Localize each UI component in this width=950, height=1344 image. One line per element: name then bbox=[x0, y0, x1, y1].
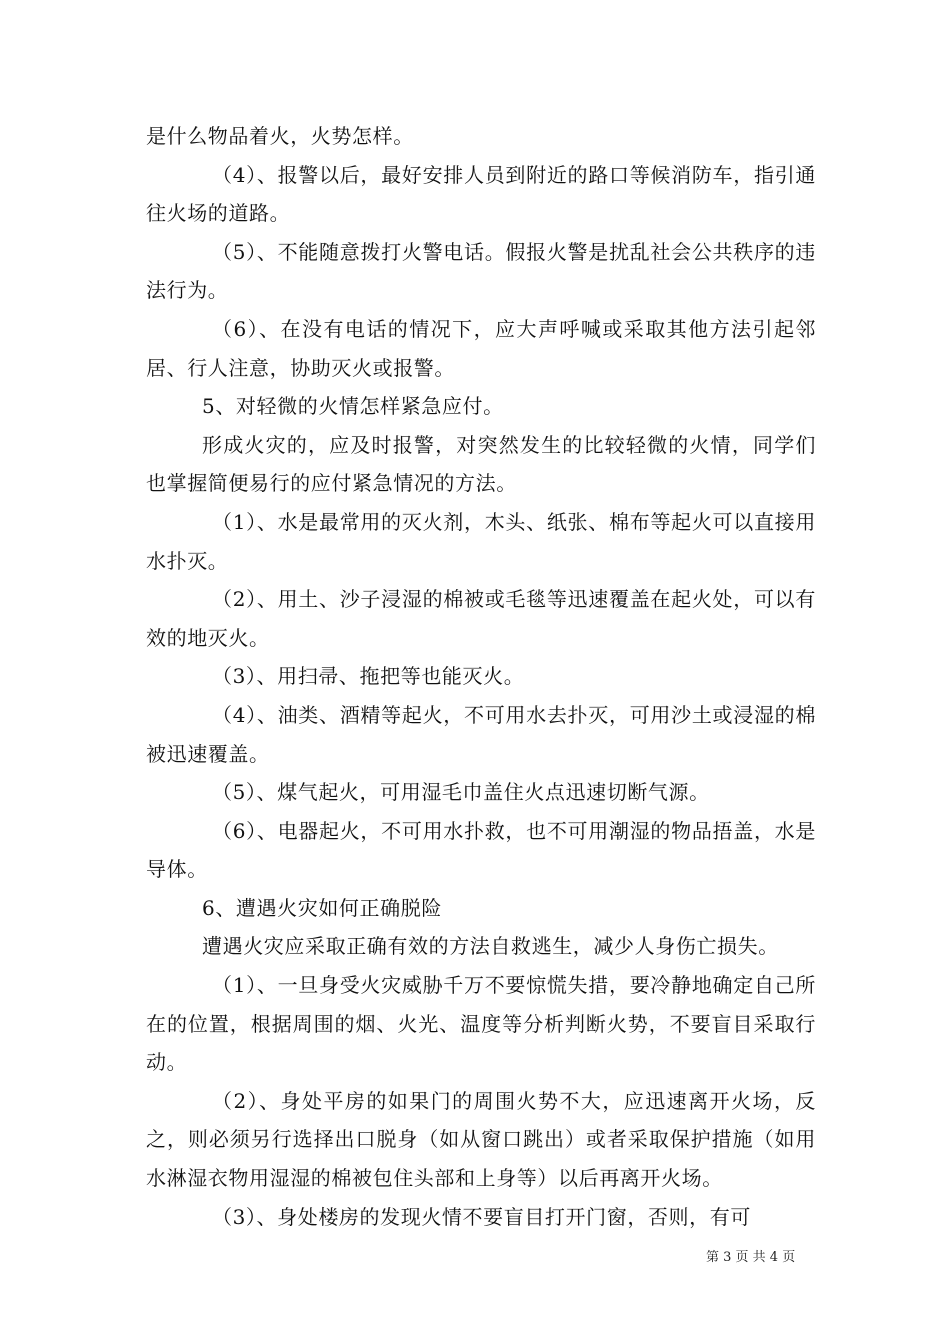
paragraph-item-1-calm: （1）、一旦身受火灾威胁千万不要惊慌失措，要冷静地确定自己所在的位置，根据周围的烟、火光、温度等分析判断火势，不要盲目采取行动。 bbox=[146, 973, 816, 1075]
paragraph-intro-6: 遭遇火灾应采取正确有效的方法自救逃生，减少人身伤亡损失。 bbox=[202, 934, 779, 959]
paragraph-item-6-electric: （6）、电器起火，不可用水扑救，也不可用潮湿的物品捂盖，水是导体。 bbox=[146, 818, 816, 882]
section-heading-6: 6、遭遇火灾如何正确脱险 bbox=[202, 895, 442, 920]
paragraph-item-4-report: （4）、报警以后，最好安排人员到附近的路口等候消防车，指引通往火场的道路。 bbox=[146, 162, 816, 226]
paragraph-item-5-gas: （5）、煤气起火，可用湿毛巾盖住火点迅速切断气源。 bbox=[212, 780, 710, 805]
paragraph-item-2-bungalow: （2）、身处平房的如果门的周围火势不大，应迅速离开火场，反之，则必须另行选择出口脱身（如从窗口跳出）或者采取保护措施（如用水淋湿衣物用湿湿的棉被包住头部和上身等）以后再离开火场。 bbox=[146, 1088, 816, 1191]
paragraph-item-4-oil: （4）、油类、酒精等起火，不可用水去扑灭，可用沙土或浸湿的棉被迅速覆盖。 bbox=[146, 702, 816, 766]
section-heading-5: 5、对轻微的火情怎样紧急应付。 bbox=[202, 394, 504, 419]
body-text bbox=[146, 117, 816, 1236]
page-number-footer: 第 3 页 共 4 页 bbox=[706, 1250, 796, 1265]
paragraph-item-2-soil: （2）、用土、沙子浸湿的棉被或毛毯等迅速覆盖在起火处，可以有效的地灭火。 bbox=[146, 587, 816, 650]
paragraph-intro-5: 形成火灾的，应及时报警，对突然发生的比较轻微的火情，同学们也掌握简便易行的应付紧急情况的方法。 bbox=[146, 432, 816, 496]
paragraph-continuation: 是什么物品着火，火势怎样。 bbox=[146, 124, 414, 148]
paragraph-item-6-report: （6）、在没有电话的情况下，应大声呼喊或采取其他方法引起邻居、行人注意，协助灭火或报警。 bbox=[146, 316, 816, 380]
paragraph-item-3-building: （3）、身处楼房的发现火情不要盲目打开门窗，否则，有可 bbox=[212, 1204, 751, 1229]
paragraph-item-5-report: （5）、不能随意拨打火警电话。假报火警是扰乱社会公共秩序的违法行为。 bbox=[146, 239, 816, 303]
paragraph-item-3-broom: （3）、用扫帚、拖把等也能灭火。 bbox=[212, 664, 525, 689]
paragraph-item-1-water: （1）、水是最常用的灭火剂，木头、纸张、棉布等起火可以直接用水扑灭。 bbox=[146, 509, 816, 573]
